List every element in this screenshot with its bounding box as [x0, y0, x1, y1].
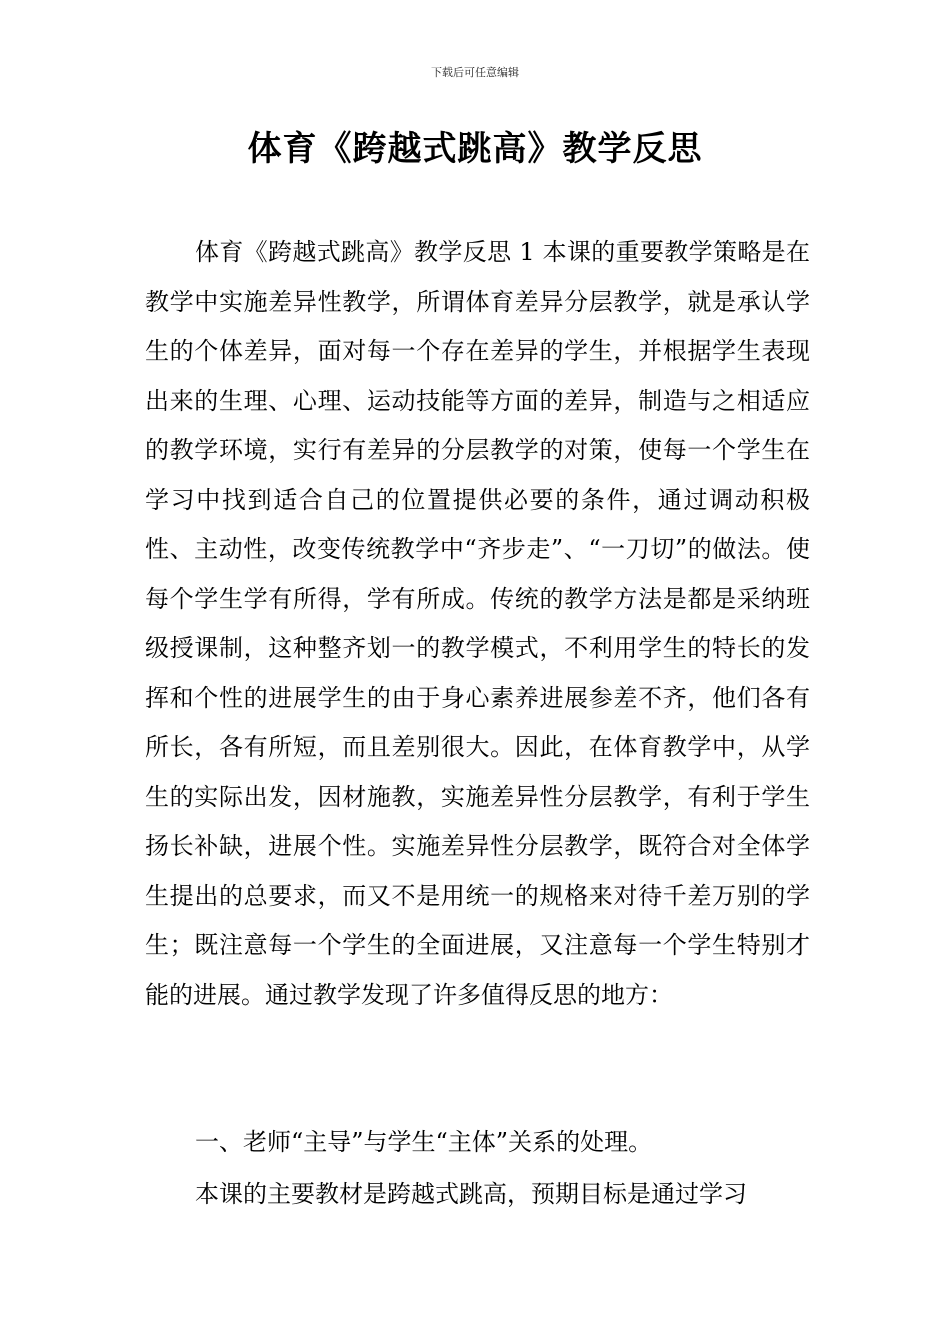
- paragraph-intro: 体育《跨越式跳高》教学反思 1 本课的重要教学策略是在教学中实施差异性教学，所谓体育差异分层教学，就是承认学生的个体差异，面对每一个存在差异的学生，并根据学生表现出来的生理、心理、运动技能等方面的差异，制造与之相适应的教学环境，实行有差异的分层教学的对策，使每一个学生在学习中找到适合自己的位置提供必要的条件，通过调动积极性、主动性，改变传统教学中“齐步走”、“一刀切”的做法。使每个学生学有所得，学有所成。传统的教学方法是都是采纳班级授课制，这种整齐划一的教学模式，不利用学生的特长的发挥和个性的进展学生的由于身心素养进展参差不齐，他们各有所长，各有所短，而且差别很大。因此，在体育教学中，从学生的实际出发，因材施教，实施差异性分层教学，有利于学生扬长补缺，进展个性。实施差异性分层教学，既符合对全体学生提出的总要求，而又不是用统一的规格来对待千差万别的学生；既注意每一个学生的全面进展，又注意每一个学生特别才能的进展。通过教学发现了许多值得反思的地方：: [145, 238, 810, 1009]
- header-note: 下载后可任意编辑: [431, 66, 519, 79]
- section-heading-1: 一、老师“主导”与学生“主体”关系的处理。: [195, 1128, 653, 1156]
- document-title: 体育《跨越式跳高》教学反思: [247, 129, 703, 169]
- paragraph-section-1: 本课的主要教材是跨越式跳高，预期目标是通过学习: [195, 1180, 747, 1208]
